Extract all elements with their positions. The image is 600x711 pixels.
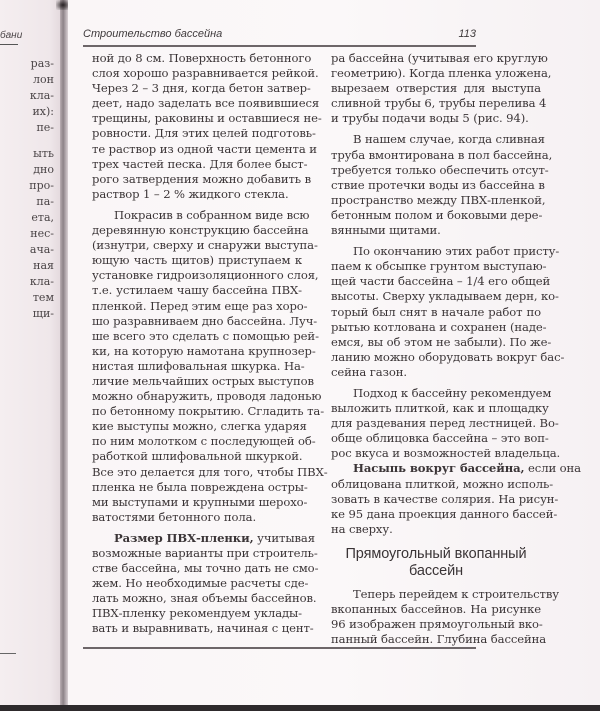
- text-line: шо разравниваем дно бассейна. Луч-: [92, 313, 318, 328]
- text-line: по ним молотком с последующей об-: [92, 434, 316, 449]
- text-line: можно обнаружить, проводя ладонью: [92, 389, 322, 404]
- text-line: на сверху.: [331, 521, 393, 536]
- left-line: нес-: [30, 227, 54, 240]
- text-line: ствие протечки воды из бассейна в: [331, 177, 545, 192]
- text-line: личие мельчайших острых выступов: [92, 373, 314, 388]
- text-line: Теперь перейдем к строительству: [353, 586, 559, 601]
- text-line: ке 95 дана проекция данного бассей-: [331, 506, 558, 521]
- text-line: емся, вы об этом не забыли). По же-: [331, 334, 552, 349]
- paragraph: [331, 51, 552, 126]
- text-line: (изнутри, сверху и снаружи выступа-: [92, 238, 318, 253]
- bold-lead: Насыпь вокруг бассейна,: [353, 461, 525, 476]
- text-line: Насыпь вокруг бассейна, если она: [353, 461, 581, 476]
- text-line: труба вмонтирована в пол бассейна,: [331, 147, 553, 162]
- text-line: вкопанных бассейнов. На рисунке: [331, 602, 541, 616]
- text-line: ПВХ-пленку рекомендуем уклады-: [92, 606, 302, 621]
- scanner-edge: [0, 705, 600, 711]
- paragraph: [331, 244, 565, 380]
- text-line: вать и выравнивать, начиная с цент-: [92, 621, 314, 636]
- text-column-left: [92, 51, 328, 637]
- left-line: па-: [36, 195, 54, 208]
- text-line: выложить плиткой, как и площадку: [331, 401, 549, 416]
- running-head: [83, 28, 476, 40]
- left-line: раз-: [30, 57, 54, 70]
- text-line: Подход к бассейну рекомендуем: [353, 385, 552, 400]
- text-line: щей части бассейна – 1/4 его общей: [331, 274, 551, 289]
- text-line: Через 2 – 3 дня, когда бетон затвер-: [92, 81, 311, 96]
- left-header-rule: [0, 44, 18, 45]
- text-line: ровности. Для этих целей подготовь-: [92, 126, 316, 141]
- paragraph: [92, 207, 328, 525]
- text-line: пространство между ПВХ-пленкой,: [331, 192, 546, 207]
- text-line: деревянную конструкцию бассейна: [92, 223, 309, 238]
- text-line: Все это делается для того, чтобы ПВХ-: [92, 464, 328, 479]
- paragraph: [92, 51, 322, 202]
- text-line: возможные варианты при строитель-: [92, 546, 318, 560]
- text-line: стве бассейна, мы точно дать не смо-: [92, 561, 319, 576]
- left-line: лон: [33, 73, 54, 86]
- text-line: геометрию). Когда пленка уложена,: [331, 66, 552, 81]
- text-line: 96 изображен прямоугольный вко-: [331, 617, 543, 632]
- text-line: требуется только обеспечить отсут-: [331, 162, 549, 177]
- left-gap: [0, 136, 58, 146]
- paragraph: [331, 461, 581, 536]
- paragraph: [331, 586, 559, 647]
- text-line: работкой шлифовальной шкуркой.: [92, 449, 303, 464]
- text-line: сейна газон.: [331, 364, 407, 379]
- bold-lead: Размер ПВХ-пленки,: [114, 530, 254, 545]
- text-line: кие выступы можно, слегка ударяя: [92, 419, 307, 434]
- text-line: пленка не была повреждена остры-: [92, 479, 308, 494]
- left-line: щи-: [32, 307, 54, 320]
- left-line: кла-: [29, 89, 54, 102]
- section-heading: Прямоугольный вкопанный бассейн: [345, 545, 527, 579]
- left-footer-rule: [0, 653, 16, 654]
- text-line: ше всего это сделать с помощью рей-: [92, 328, 319, 343]
- left-line: дно: [33, 163, 54, 176]
- left-line: тем: [32, 291, 54, 304]
- text-line: ми выступами и крупными шерохо-: [92, 494, 308, 509]
- paragraph: [92, 530, 319, 637]
- text-line: бетонным полом и боковыми дере-: [331, 207, 543, 222]
- text-line: сливной трубы 6, трубы перелива 4: [331, 96, 547, 111]
- text-line: для раздевания перед лестницей. Во-: [331, 416, 559, 431]
- text-line: жем. Но необходимые расчеты сде-: [92, 576, 309, 591]
- text-line: паем к обсыпке грунтом выступаю-: [331, 259, 547, 274]
- text-line: рытью котлована и сохранен (наде-: [331, 319, 547, 334]
- text-line: рос вкуса и возможностей владельца.: [331, 446, 561, 461]
- left-running-head: бани: [0, 30, 23, 41]
- text-line: т.е. устилаем чашу бассейна ПВХ-: [92, 283, 302, 298]
- text-line: ланию можно оборудовать вокруг бас-: [331, 349, 565, 364]
- text-line: Покрасив в собранном виде всю: [114, 207, 310, 222]
- paragraph: [331, 132, 553, 238]
- header-rule: [83, 45, 476, 47]
- text-line: ющую часть щитов) приступаем к: [92, 253, 302, 268]
- text-line: обще облицовка бассейна – это воп-: [331, 431, 549, 446]
- running-head-title: Строительство бассейна: [83, 28, 223, 40]
- text-line: установке гидроизоляционного слоя,: [92, 268, 319, 283]
- left-line: ета,: [31, 211, 54, 224]
- text-line: трех частей песка. Для более быст-: [92, 156, 308, 171]
- text-line: зовать в качестве солярия. На рисун-: [331, 491, 559, 506]
- text-line: трещины, раковины и оставшиеся не-: [92, 111, 322, 126]
- text-line: Размер ПВХ-пленки, учитывая: [114, 530, 315, 545]
- paragraph: [331, 385, 561, 461]
- text-line: торый был снят в начале работ по: [331, 304, 541, 319]
- text-line: по бетонному покрытию. Сгладить та-: [92, 404, 325, 419]
- text-line: и трубы подачи воды 5 (рис. 94).: [331, 111, 529, 126]
- text-line: ватостями бетонного пола.: [92, 509, 257, 524]
- left-line: ача-: [29, 243, 54, 256]
- text-column-right: [331, 51, 581, 647]
- text-line: нистая шлифовальная шкурка. На-: [92, 358, 305, 373]
- book-gutter: [60, 0, 68, 705]
- text-line: те раствор из одной части цемента и: [92, 141, 317, 156]
- left-page-text: [0, 56, 58, 322]
- left-line: про-: [29, 179, 54, 192]
- text-line: ра бассейна (учитывая его круглую: [331, 51, 548, 65]
- text-line: пленкой. Перед этим еще раз хоро-: [92, 298, 308, 313]
- page-number: 113: [458, 28, 476, 40]
- left-page-edge: [0, 0, 62, 705]
- left-line: ыть: [33, 147, 54, 160]
- footer-rule: [83, 647, 476, 649]
- text-line: деет, надо заделать все появившиеся: [92, 96, 320, 111]
- text-line: ной до 8 см. Поверхность бетонного: [92, 51, 312, 65]
- text-line: раствор 1 – 2 % жидкого стекла.: [92, 186, 289, 201]
- text-line: В нашем случае, когда сливная: [353, 132, 545, 147]
- text-line: рого затвердения можно добавить в: [92, 171, 312, 186]
- text-line: По окончанию этих работ присту-: [353, 244, 560, 259]
- text-line: вянными щитами.: [331, 223, 441, 238]
- left-line: их):: [32, 105, 54, 118]
- text-line: лать можно, зная объемы бассейнов.: [92, 591, 317, 606]
- left-line: ная: [33, 259, 54, 272]
- text-line: вырезаем отверстия для выступа: [331, 81, 541, 96]
- text-line: высоты. Сверху укладываем дерн, ко-: [331, 289, 559, 304]
- left-line: пе-: [36, 121, 54, 134]
- left-line: кла-: [29, 275, 54, 288]
- text-line: ки, на которую намотана крупнозер-: [92, 343, 316, 358]
- text-line: панный бассейн. Глубина бассейна: [331, 632, 547, 647]
- text-line: слоя хорошо разравнивается рейкой.: [92, 66, 319, 81]
- text-line: облицована плиткой, можно исполь-: [331, 476, 554, 491]
